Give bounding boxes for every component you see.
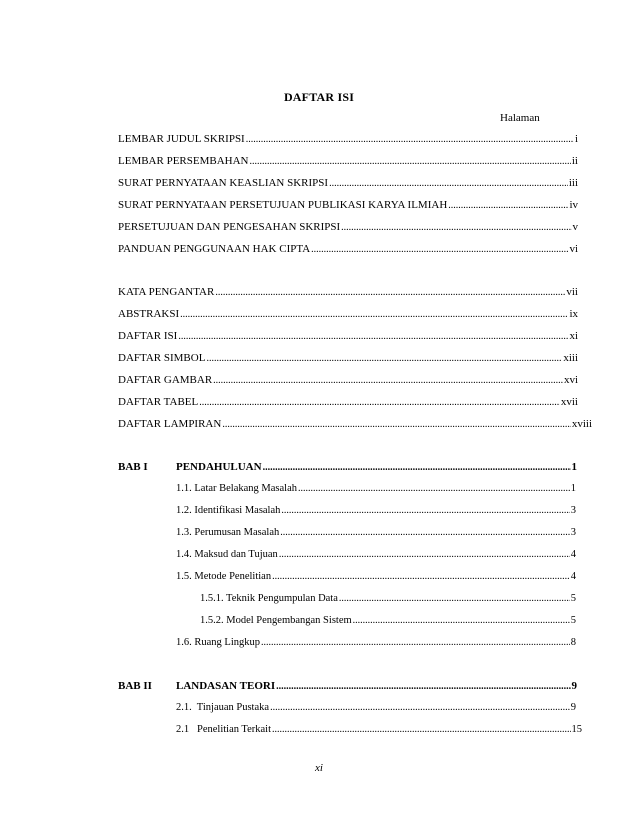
section-page: 4 <box>570 571 576 582</box>
toc-entry-label: DAFTAR SIMBOL <box>118 352 206 364</box>
subsection-page: 5 <box>570 593 576 604</box>
section-entry <box>176 527 576 538</box>
leader-dots <box>329 178 568 189</box>
leader-dots <box>222 419 571 430</box>
section-label: 1.4. Maksud dan Tujuan <box>176 549 278 560</box>
section-page: 3 <box>570 527 576 538</box>
section-page: 8 <box>570 637 576 648</box>
toc-entry-label: LEMBAR JUDUL SKRIPSI <box>118 133 245 145</box>
leader-dots <box>339 593 570 604</box>
toc-entry <box>118 396 578 408</box>
subsection-entry <box>200 615 576 626</box>
toc-entry-label: DAFTAR TABEL <box>118 396 199 408</box>
section-page: 9 <box>570 702 576 713</box>
toc-entry <box>118 374 578 386</box>
toc-entry <box>118 418 592 430</box>
subsection-entry <box>200 593 576 604</box>
toc-entry-label: DAFTAR ISI <box>118 330 178 342</box>
toc-entry-page: ii <box>571 155 578 167</box>
section-entry <box>176 724 582 735</box>
leader-dots <box>353 615 570 626</box>
section-entry <box>176 637 576 648</box>
section-label: 2.1. Tinjauan Pustaka <box>176 702 270 713</box>
section-page: 3 <box>570 505 576 516</box>
toc-entry-page: v <box>572 221 578 233</box>
toc-entry <box>118 199 578 211</box>
chapter-number: BAB II <box>118 680 152 692</box>
leader-dots <box>276 681 570 692</box>
subsection-page: 5 <box>570 615 576 626</box>
leader-dots <box>199 397 560 408</box>
toc-entry <box>118 133 578 145</box>
section-label: 1.1. Latar Belakang Masalah <box>176 483 297 494</box>
toc-entry-page: xvii <box>560 396 578 408</box>
leader-dots <box>298 483 570 494</box>
leader-dots <box>180 309 568 320</box>
section-entry <box>176 505 576 516</box>
leader-dots <box>215 287 565 298</box>
toc-entry-page: iv <box>569 199 578 211</box>
leader-dots <box>246 134 574 145</box>
leader-dots <box>263 462 571 473</box>
toc-entry-page: xi <box>569 330 578 342</box>
toc-entry-label: KATA PENGANTAR <box>118 286 215 298</box>
chapter-entry <box>118 680 577 692</box>
toc-entry-label: PERSETUJUAN DAN PENGESAHAN SKRIPSI <box>118 221 341 233</box>
halaman-label: Halaman <box>500 112 540 124</box>
section-page: 4 <box>570 549 576 560</box>
toc-entry <box>118 221 578 233</box>
toc-entry-label: SURAT PERNYATAAN KEASLIAN SKRIPSI <box>118 177 329 189</box>
section-entry <box>176 702 576 713</box>
toc-entry <box>118 330 578 342</box>
toc-entry-label: SURAT PERNYATAAN PERSETUJUAN PUBLIKASI KARYA ILMIAH <box>118 199 448 211</box>
toc-entry <box>118 308 578 320</box>
toc-entry-page: xvi <box>563 374 578 386</box>
toc-entry-label: PANDUAN PENGGUNAAN HAK CIPTA <box>118 243 311 255</box>
page-number: xi <box>315 762 323 774</box>
toc-entry-label: ABSTRAKSI <box>118 308 180 320</box>
section-page: 15 <box>571 724 582 735</box>
toc-entry-page: iii <box>568 177 578 189</box>
leader-dots <box>178 331 568 342</box>
chapter-entry <box>118 461 577 473</box>
subsection-label: 1.5.1. Teknik Pengumpulan Data <box>200 593 338 604</box>
leader-dots <box>280 527 570 538</box>
toc-entry <box>118 286 578 298</box>
leader-dots <box>279 549 570 560</box>
chapter-page: 1 <box>571 461 577 473</box>
section-label: 1.3. Perumusan Masalah <box>176 527 280 538</box>
toc-entry-page: xiii <box>563 352 578 364</box>
leader-dots <box>270 702 570 713</box>
chapter-title: LANDASAN TEORI <box>176 680 276 692</box>
leader-dots <box>448 200 568 211</box>
leader-dots <box>272 571 570 582</box>
toc-entry <box>118 243 578 255</box>
section-label: 2.1 Penelitian Terkait <box>176 724 272 735</box>
chapter-title: PENDAHULUAN <box>176 461 262 473</box>
leader-dots <box>341 222 571 233</box>
section-entry <box>176 483 576 494</box>
toc-entry <box>118 177 578 189</box>
toc-entry-label: DAFTAR LAMPIRAN <box>118 418 222 430</box>
toc-entry <box>118 352 578 364</box>
section-label: 1.2. Identifikasi Masalah <box>176 505 281 516</box>
toc-entry-page: xviii <box>571 418 592 430</box>
leader-dots <box>206 353 562 364</box>
toc-entry-page: i <box>574 133 578 145</box>
chapter-page: 9 <box>571 680 577 692</box>
chapter-label <box>118 680 275 692</box>
toc-entry-label: DAFTAR GAMBAR <box>118 374 213 386</box>
subsection-label: 1.5.2. Model Pengembangan Sistem <box>200 615 352 626</box>
section-entry <box>176 549 576 560</box>
leader-dots <box>250 156 571 167</box>
chapter-label <box>118 461 262 473</box>
leader-dots <box>261 637 570 648</box>
leader-dots <box>311 244 568 255</box>
leader-dots <box>272 724 570 735</box>
leader-dots <box>213 375 563 386</box>
leader-dots <box>281 505 569 516</box>
section-page: 1 <box>570 483 576 494</box>
toc-entry-page: vii <box>566 286 578 298</box>
section-entry <box>176 571 576 582</box>
toc-entry-page: vi <box>569 243 578 255</box>
section-label: 1.6. Ruang Lingkup <box>176 637 260 648</box>
toc-entry-label: LEMBAR PERSEMBAHAN <box>118 155 249 167</box>
toc-entry <box>118 155 578 167</box>
section-label: 1.5. Metode Penelitian <box>176 571 272 582</box>
page-title: DAFTAR ISI <box>283 90 355 104</box>
toc-entry-page: ix <box>569 308 578 320</box>
chapter-number: BAB I <box>118 461 148 473</box>
